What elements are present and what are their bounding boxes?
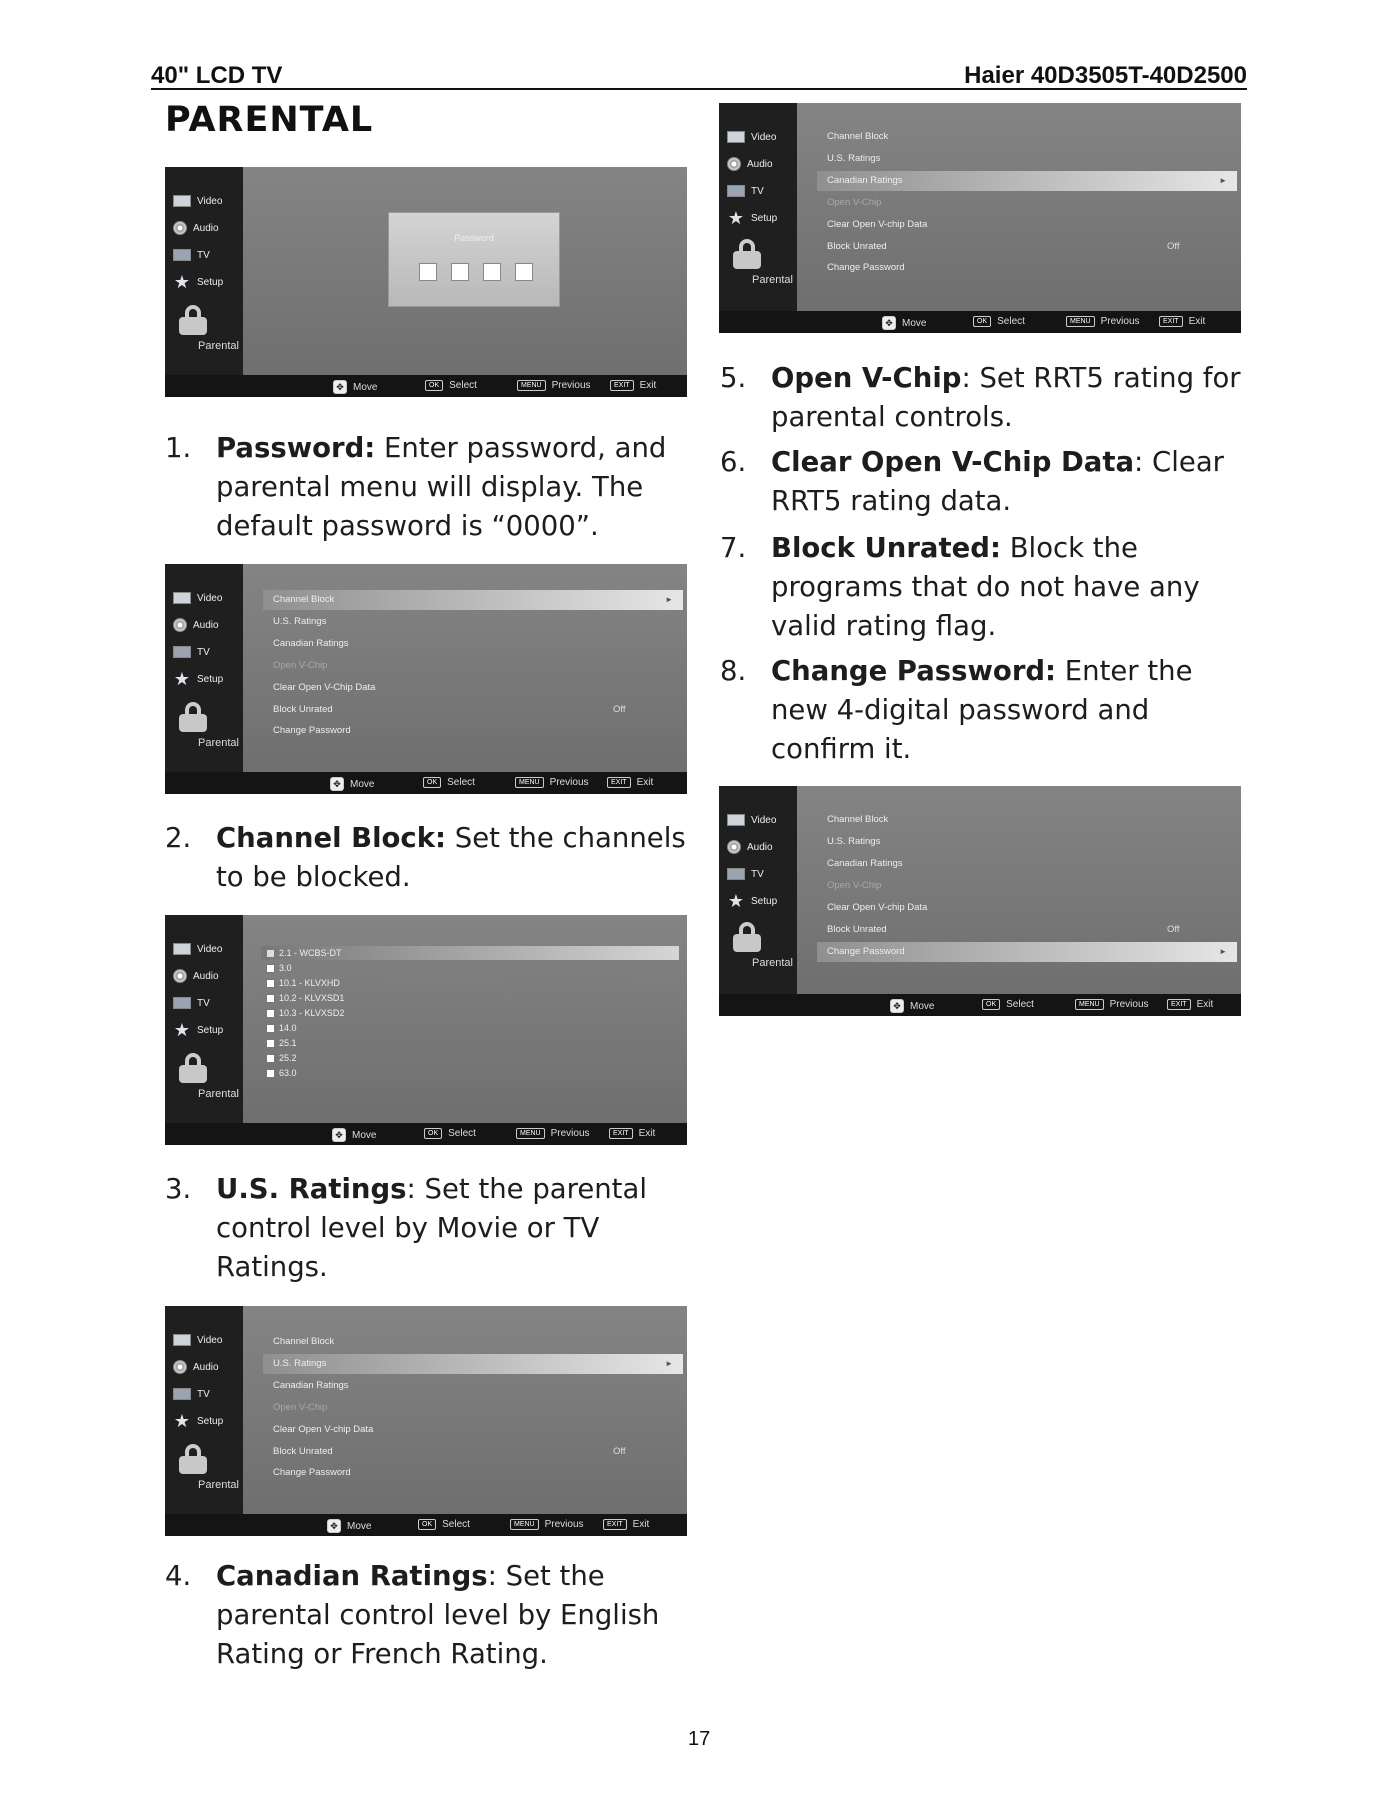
sidebar-item-audio[interactable] (173, 969, 219, 983)
step-body: : Clear RRT5 rating data. (771, 446, 1224, 517)
step-heading: Password: (216, 432, 376, 464)
select-label: Select (997, 316, 1025, 327)
ok-key-icon: OK (424, 1128, 442, 1139)
checkbox[interactable] (266, 1009, 275, 1018)
sidebar-item-audio[interactable] (173, 1360, 219, 1374)
step-number: 4. (165, 1560, 192, 1592)
previous-label: Previous (1109, 999, 1149, 1010)
tv-icon (727, 868, 745, 880)
ok-key-icon: OK (982, 999, 1000, 1010)
exit-hint (1167, 999, 1213, 1010)
exit-key-icon: EXIT (609, 1128, 633, 1139)
arrow-right-icon: ► (665, 595, 673, 604)
menu-item-channel-block[interactable] (263, 590, 683, 610)
sidebar-label: Video (197, 195, 223, 207)
step-heading: U.S. Ratings (216, 1173, 407, 1205)
sidebar-item-setup[interactable] (727, 209, 777, 227)
sidebar-label: Audio (193, 970, 219, 982)
select-hint (424, 1128, 476, 1139)
previous-hint (1066, 316, 1140, 327)
move-hint (327, 1519, 371, 1533)
channel-label: 10.2 - KLVXSD1 (279, 993, 345, 1003)
channel-label: 63.0 (279, 1068, 297, 1078)
step-body: : Set RRT5 rating for parental controls. (771, 362, 1241, 433)
menu-item-channel-block[interactable]: Channel Block (273, 1336, 335, 1347)
previous-hint (1075, 999, 1149, 1010)
main-panel (243, 1306, 687, 1514)
ok-key-icon: OK (423, 777, 441, 788)
menu-item-us-ratings[interactable]: U.S. Ratings (273, 616, 327, 627)
sidebar-item-video[interactable] (727, 131, 776, 143)
screen-channel-block-menu (165, 564, 687, 794)
channel-label: 10.1 - KLVXHD (279, 978, 340, 988)
step-body: Enter the new 4-digital password and confirm it. (771, 655, 1193, 765)
checkbox[interactable] (266, 1054, 275, 1063)
sidebar-item-parental[interactable]: Parental (198, 340, 239, 352)
move-label: Move (347, 1520, 372, 1532)
move-icon: ✥ (333, 380, 347, 394)
step-body: : Set the parental control level by Movie or TV Ratings. (216, 1173, 647, 1283)
menu-item-canadian-ratings[interactable]: Canadian Ratings (827, 858, 903, 869)
menu-item-clear-vchip[interactable]: Clear Open V-chip Data (273, 1424, 374, 1435)
sidebar (719, 786, 797, 994)
tv-icon (173, 997, 191, 1009)
sidebar-label: Setup (751, 212, 778, 224)
sidebar-label: Video (197, 943, 223, 955)
move-label: Move (350, 778, 375, 790)
menu-item-open-vchip[interactable]: Open V-Chip (273, 1402, 328, 1413)
block-unrated-value: Off (613, 1446, 626, 1457)
screen-password (165, 167, 687, 397)
ok-key-icon: OK (973, 316, 991, 327)
arrow-right-icon: ► (665, 1359, 673, 1368)
ok-key-icon: OK (425, 380, 443, 391)
checkbox[interactable] (266, 1069, 275, 1078)
menu-key-icon: MENU (516, 1128, 545, 1139)
exit-key-icon: EXIT (603, 1519, 627, 1530)
page-title: PARENTAL (165, 100, 374, 140)
menu-key-icon: MENU (517, 380, 546, 391)
tv-icon (173, 1388, 191, 1400)
exit-label: Exit (638, 1128, 656, 1139)
main-panel (243, 564, 687, 772)
sidebar-item-parental[interactable]: Parental (198, 1088, 239, 1100)
screen-us-ratings-menu (165, 1306, 687, 1536)
step-heading: Block Unrated: (771, 532, 1001, 564)
video-icon (173, 592, 191, 604)
step-number: 1. (165, 432, 192, 464)
move-label: Move (353, 381, 378, 393)
sidebar-label: Setup (197, 673, 224, 685)
sidebar-item-parental[interactable]: Parental (198, 737, 239, 749)
sidebar-item-tv[interactable] (173, 997, 210, 1009)
previous-label: Previous (551, 380, 591, 391)
password-digit[interactable] (483, 263, 501, 281)
sidebar-item-video[interactable] (173, 1334, 222, 1346)
select-label: Select (448, 1128, 476, 1139)
sidebar-label: TV (197, 1388, 210, 1400)
checkbox[interactable] (266, 949, 275, 958)
header-brand: Haier 40D3505T-40D2500 (964, 62, 1247, 89)
menu-item-open-vchip[interactable]: Open V-Chip (827, 880, 882, 891)
menu-item-clear-vchip[interactable]: Clear Open V-chip Data (827, 219, 928, 230)
menu-item-label: Canadian Ratings (827, 175, 903, 186)
menu-item-open-vchip[interactable]: Open V-Chip (827, 197, 882, 208)
channel-label: 25.1 (279, 1038, 297, 1048)
menu-item-clear-vchip[interactable]: Clear Open V-chip Data (827, 902, 928, 913)
exit-hint (609, 1128, 655, 1139)
previous-hint (510, 1519, 584, 1530)
menu-item-label: Channel Block (273, 594, 335, 605)
menu-item-canadian-ratings[interactable]: Canadian Ratings (273, 1380, 349, 1391)
select-hint (418, 1519, 470, 1530)
sidebar-item-parental[interactable]: Parental (752, 957, 793, 969)
move-icon: ✥ (890, 999, 904, 1013)
sidebar-label: Setup (751, 895, 778, 907)
exit-label: Exit (1196, 999, 1214, 1010)
main-panel (797, 786, 1241, 994)
channel-row[interactable] (266, 1021, 297, 1035)
sidebar-label: TV (197, 249, 210, 261)
channel-row[interactable] (266, 1051, 297, 1065)
move-icon: ✥ (882, 316, 896, 330)
channel-label: 3.0 (279, 963, 292, 973)
sidebar-label: Setup (197, 1415, 224, 1427)
sidebar-item-tv[interactable] (173, 646, 210, 658)
star-icon: ★ (173, 272, 191, 292)
channel-label: 25.2 (279, 1053, 297, 1063)
lock-icon (733, 922, 761, 952)
menu-item-change-password[interactable] (817, 942, 1237, 962)
step-number: 2. (165, 822, 192, 854)
sidebar-label: Video (197, 592, 223, 604)
previous-hint (515, 777, 589, 788)
star-icon: ★ (173, 1411, 191, 1431)
select-hint (425, 380, 477, 391)
channel-row[interactable] (266, 961, 292, 975)
screen-change-password-menu (719, 786, 1241, 1016)
exit-key-icon: EXIT (610, 380, 634, 391)
sidebar-item-tv[interactable] (173, 249, 210, 261)
step-body: Block the programs that do not have any valid rating flag. (771, 532, 1200, 642)
channel-row[interactable] (266, 976, 340, 990)
checkbox[interactable] (266, 1024, 275, 1033)
sidebar-item-setup[interactable] (173, 1021, 223, 1039)
select-label: Select (449, 380, 477, 391)
menu-item-us-ratings[interactable]: U.S. Ratings (827, 153, 881, 164)
menu-item-canadian-ratings[interactable] (817, 171, 1237, 191)
exit-label: Exit (632, 1519, 650, 1530)
lock-icon (179, 1444, 207, 1474)
menu-item-channel-block[interactable]: Channel Block (827, 131, 889, 142)
step-number: 8. (720, 655, 747, 687)
sidebar-label: Video (197, 1334, 223, 1346)
audio-icon (173, 221, 187, 235)
sidebar (165, 564, 243, 772)
sidebar-label: TV (197, 646, 210, 658)
channel-row[interactable] (266, 1066, 297, 1080)
sidebar-item-tv[interactable] (727, 868, 764, 880)
exit-hint (607, 777, 653, 788)
star-icon: ★ (727, 891, 745, 911)
sidebar-item-setup[interactable] (173, 1412, 223, 1430)
exit-key-icon: EXIT (1159, 316, 1183, 327)
select-hint (423, 777, 475, 788)
previous-label: Previous (550, 1128, 590, 1139)
menu-item-us-ratings[interactable] (263, 1354, 683, 1374)
exit-hint (1159, 316, 1205, 327)
sidebar-item-tv[interactable] (727, 185, 764, 197)
menu-item-label: U.S. Ratings (273, 1358, 327, 1369)
sidebar-item-video[interactable] (727, 814, 776, 826)
audio-icon (727, 840, 741, 854)
sidebar-item-video[interactable] (173, 195, 222, 207)
step-heading: Open V-Chip (771, 362, 962, 394)
previous-hint (516, 1128, 590, 1139)
select-hint (982, 999, 1034, 1010)
sidebar-item-parental[interactable]: Parental (752, 274, 793, 286)
step-body: Enter password, and parental menu will display. The default password is “0000”. (216, 432, 667, 542)
step-number: 5. (720, 362, 747, 394)
checkbox[interactable] (266, 979, 275, 988)
menu-key-icon: MENU (515, 777, 544, 788)
menu-item-change-password[interactable]: Change Password (827, 262, 905, 273)
step-heading: Channel Block: (216, 822, 446, 854)
sidebar-label: Audio (747, 841, 773, 853)
audio-icon (173, 618, 187, 632)
bottom-bar (165, 1514, 687, 1536)
lock-icon (733, 239, 761, 269)
previous-label: Previous (549, 777, 589, 788)
move-hint (882, 316, 926, 330)
star-icon: ★ (727, 208, 745, 228)
menu-item-channel-block[interactable]: Channel Block (827, 814, 889, 825)
main-panel (797, 103, 1241, 311)
video-icon (173, 1334, 191, 1346)
move-hint (890, 999, 934, 1013)
sidebar-label: TV (751, 185, 764, 197)
menu-key-icon: MENU (1075, 999, 1104, 1010)
tv-icon (727, 185, 745, 197)
menu-item-open-vchip[interactable]: Open V-Chip (273, 660, 328, 671)
audio-icon (173, 1360, 187, 1374)
move-hint (330, 777, 374, 791)
step-heading: Canadian Ratings (216, 1560, 488, 1592)
main-panel (243, 167, 687, 375)
select-label: Select (1006, 999, 1034, 1010)
menu-item-change-password[interactable]: Change Password (273, 725, 351, 736)
sidebar-label: Video (751, 131, 777, 143)
sidebar-item-tv[interactable] (173, 1388, 210, 1400)
sidebar-label: TV (197, 997, 210, 1009)
exit-label: Exit (1188, 316, 1206, 327)
block-unrated-value: Off (1167, 241, 1180, 252)
step-body: Set the channels to be blocked. (216, 822, 686, 893)
previous-label: Previous (544, 1519, 584, 1530)
menu-item-change-password[interactable]: Change Password (273, 1467, 351, 1478)
select-hint (973, 316, 1025, 327)
bottom-bar (165, 375, 687, 397)
sidebar-label: Setup (197, 1024, 224, 1036)
menu-item-block-unrated[interactable]: Block Unrated (273, 1446, 333, 1457)
sidebar-item-audio[interactable] (727, 840, 773, 854)
exit-hint (610, 380, 656, 391)
arrow-right-icon: ► (1219, 176, 1227, 185)
move-label: Move (902, 317, 927, 329)
sidebar (165, 915, 243, 1123)
video-icon (173, 195, 191, 207)
channel-row[interactable] (261, 946, 679, 960)
sidebar-item-setup[interactable] (173, 273, 223, 291)
lock-icon (179, 702, 207, 732)
lock-icon (179, 1053, 207, 1083)
header-model: 40" LCD TV (151, 62, 283, 89)
arrow-right-icon: ► (1219, 947, 1227, 956)
header-rule (151, 88, 1247, 90)
sidebar-item-audio[interactable] (173, 618, 219, 632)
tv-icon (173, 249, 191, 261)
move-icon: ✥ (327, 1519, 341, 1533)
menu-item-clear-vchip[interactable]: Clear Open V-Chip Data (273, 682, 376, 693)
sidebar-item-setup[interactable] (173, 670, 223, 688)
password-digit[interactable] (515, 263, 533, 281)
menu-item-block-unrated[interactable]: Block Unrated (827, 924, 887, 935)
star-icon: ★ (173, 1020, 191, 1040)
move-label: Move (352, 1129, 377, 1141)
channel-row[interactable] (266, 1006, 344, 1020)
sidebar-label: TV (751, 868, 764, 880)
step-heading: Clear Open V-Chip Data (771, 446, 1135, 478)
step-heading: Change Password: (771, 655, 1057, 687)
star-icon: ★ (173, 669, 191, 689)
audio-icon (173, 969, 187, 983)
sidebar-label: Video (751, 814, 777, 826)
move-hint (332, 1128, 376, 1142)
video-icon (727, 131, 745, 143)
move-icon: ✥ (332, 1128, 346, 1142)
channel-label: 14.0 (279, 1023, 297, 1033)
bottom-bar (165, 772, 687, 794)
move-icon: ✥ (330, 777, 344, 791)
checkbox[interactable] (266, 1039, 275, 1048)
main-panel (243, 915, 687, 1123)
sidebar (165, 167, 243, 375)
sidebar-label: Audio (193, 222, 219, 234)
previous-label: Previous (1100, 316, 1140, 327)
select-label: Select (442, 1519, 470, 1530)
menu-item-us-ratings[interactable]: U.S. Ratings (827, 836, 881, 847)
exit-key-icon: EXIT (1167, 999, 1191, 1010)
screen-canadian-ratings-menu (719, 103, 1241, 333)
tv-icon (173, 646, 191, 658)
bottom-bar (165, 1123, 687, 1145)
sidebar-item-video[interactable] (173, 592, 222, 604)
bottom-bar (719, 994, 1241, 1016)
sidebar-item-parental[interactable]: Parental (198, 1479, 239, 1491)
step-number: 3. (165, 1173, 192, 1205)
block-unrated-value: Off (613, 704, 626, 715)
previous-hint (517, 380, 591, 391)
password-dialog (388, 212, 560, 307)
sidebar-label: Setup (197, 276, 224, 288)
menu-item-canadian-ratings[interactable]: Canadian Ratings (273, 638, 349, 649)
exit-key-icon: EXIT (607, 777, 631, 788)
sidebar (165, 1306, 243, 1514)
exit-hint (603, 1519, 649, 1530)
sidebar-label: Audio (193, 619, 219, 631)
exit-label: Exit (639, 380, 657, 391)
menu-item-block-unrated[interactable]: Block Unrated (273, 704, 333, 715)
block-unrated-value: Off (1167, 924, 1180, 935)
checkbox[interactable] (266, 994, 275, 1003)
sidebar-label: Audio (747, 158, 773, 170)
channel-label: 10.3 - KLVXSD2 (279, 1008, 345, 1018)
exit-label: Exit (636, 777, 654, 788)
sidebar-item-audio[interactable] (173, 221, 219, 235)
sidebar-item-video[interactable] (173, 943, 222, 955)
lock-icon (179, 305, 207, 335)
video-icon (727, 814, 745, 826)
move-hint (333, 380, 377, 394)
step-number: 6. (720, 446, 747, 478)
menu-key-icon: MENU (1066, 316, 1095, 327)
audio-icon (727, 157, 741, 171)
step-number: 7. (720, 532, 747, 564)
channel-row[interactable] (266, 991, 344, 1005)
page-number: 17 (688, 1728, 711, 1750)
channel-row[interactable] (266, 1036, 297, 1050)
sidebar-item-setup[interactable] (727, 892, 777, 910)
channel-label: 2.1 - WCBS-DT (279, 948, 342, 958)
ok-key-icon: OK (418, 1519, 436, 1530)
menu-key-icon: MENU (510, 1519, 539, 1530)
menu-item-block-unrated[interactable]: Block Unrated (827, 241, 887, 252)
password-label: Password (454, 233, 494, 243)
step-body: : Set the parental control level by English Rating or French Rating. (216, 1560, 660, 1670)
move-label: Move (910, 1000, 935, 1012)
checkbox[interactable] (266, 964, 275, 973)
bottom-bar (719, 311, 1241, 333)
password-digit[interactable] (419, 263, 437, 281)
menu-item-label: Change Password (827, 946, 905, 957)
video-icon (173, 943, 191, 955)
screen-channel-list (165, 915, 687, 1145)
select-label: Select (447, 777, 475, 788)
sidebar-item-audio[interactable] (727, 157, 773, 171)
sidebar-label: Audio (193, 1361, 219, 1373)
password-digit[interactable] (451, 263, 469, 281)
sidebar (719, 103, 797, 311)
